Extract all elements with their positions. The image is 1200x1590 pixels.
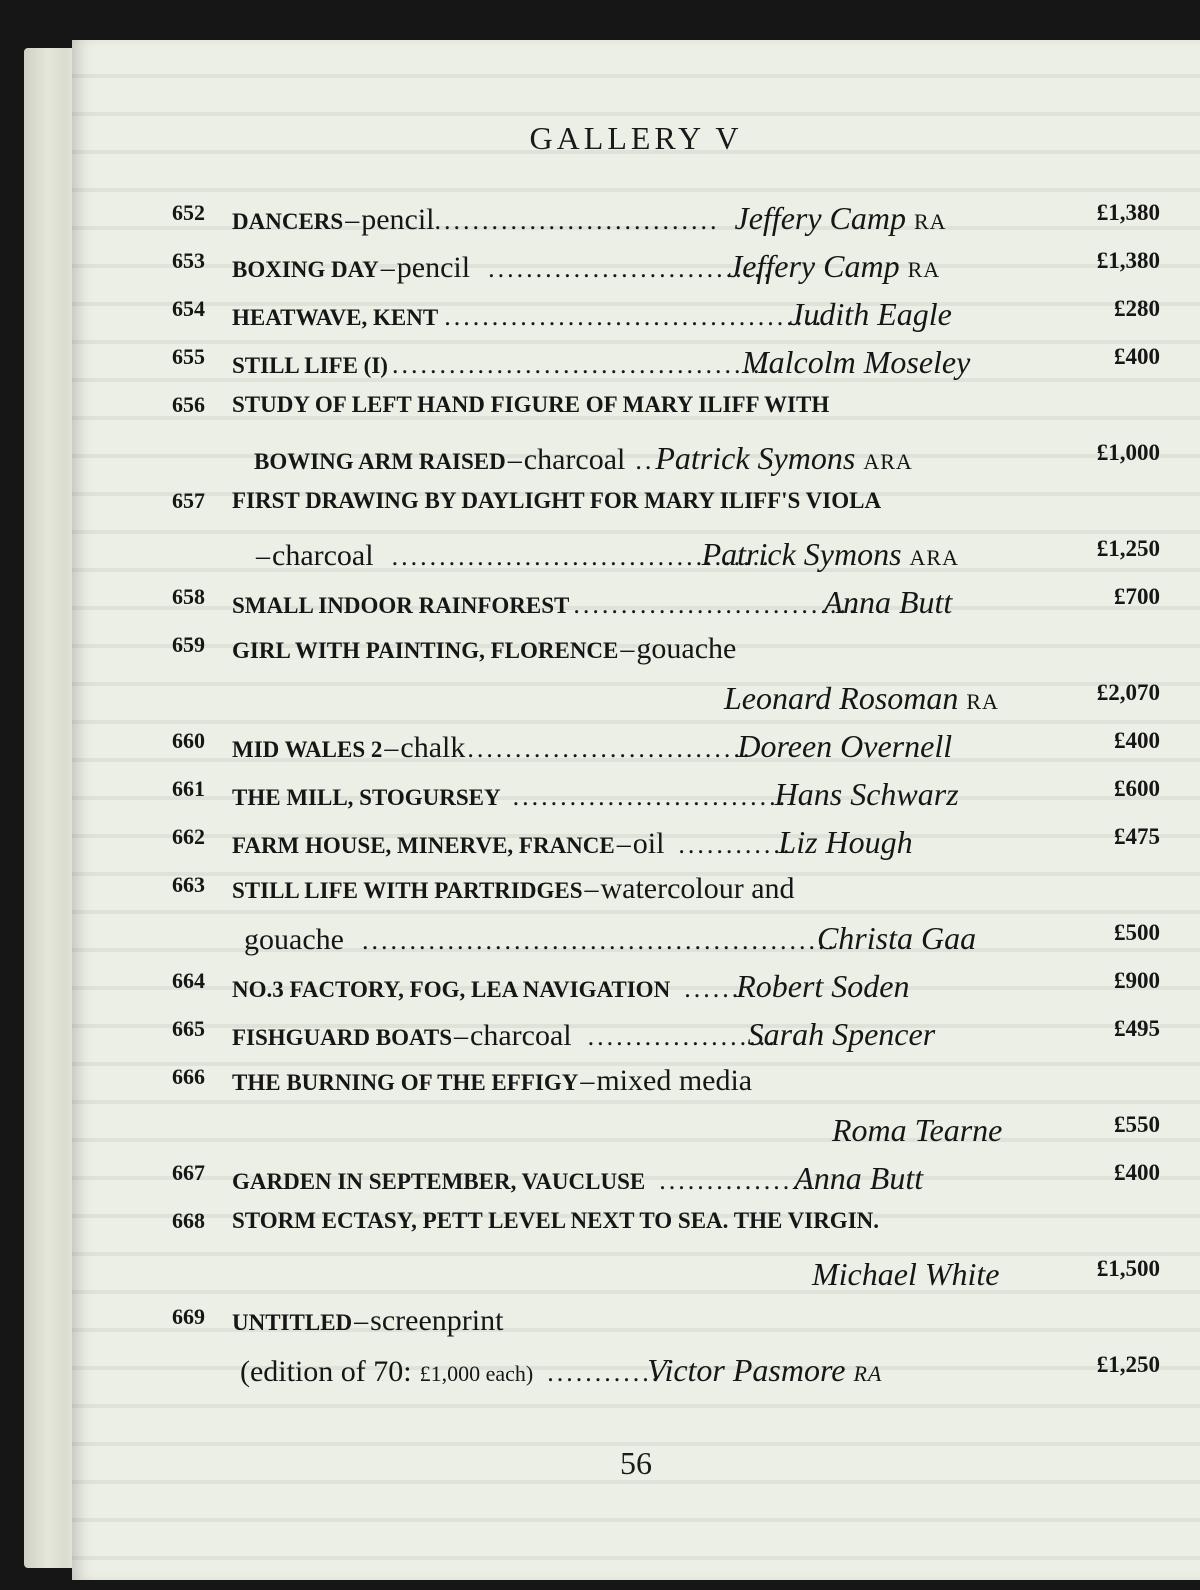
list-item bbox=[72, 344, 1200, 388]
leader-dots: .............................. bbox=[488, 254, 774, 283]
entry-number: 654 bbox=[172, 296, 205, 321]
entry-medium: charcoal bbox=[272, 539, 374, 572]
list-item-continuation bbox=[72, 440, 1200, 484]
list-item bbox=[72, 296, 1200, 340]
entry-title: STUDY OF LEFT HAND FIGURE OF MARY ILIFF WITH bbox=[232, 392, 830, 417]
entry-artist: Michael White bbox=[812, 1256, 1000, 1292]
leader-dots: ........................................ bbox=[391, 542, 772, 571]
list-item-continuation bbox=[72, 680, 1200, 724]
entry-text: STILL LIFE WITH PARTRIDGES – watercolour and bbox=[232, 872, 795, 905]
list-item-continuation bbox=[72, 920, 1200, 964]
entry-price: £900 bbox=[1114, 968, 1160, 993]
list-item-continuation bbox=[72, 1352, 1200, 1396]
entry-text bbox=[232, 488, 881, 514]
list-item bbox=[72, 1160, 1200, 1204]
entry-number: 653 bbox=[172, 248, 205, 273]
list-item bbox=[72, 392, 1200, 436]
entry-medium: chalk bbox=[400, 731, 466, 764]
entry-text bbox=[812, 1256, 999, 1293]
list-item bbox=[72, 200, 1200, 244]
entry-text: UNTITLED – screenprint bbox=[232, 1304, 504, 1337]
leader-dots: .. bbox=[635, 446, 655, 475]
entry-price: £550 bbox=[1114, 1112, 1160, 1137]
entry-artist: Malcolm Moseley bbox=[741, 344, 971, 380]
list-item bbox=[72, 824, 1200, 868]
entry-title: NO.3 FACTORY, FOG, LEA NAVIGATION bbox=[232, 977, 671, 1002]
leader-dots: ...... bbox=[684, 974, 742, 1003]
entry-medium: pencil bbox=[396, 251, 471, 284]
list-item bbox=[72, 488, 1200, 532]
entry-number: 660 bbox=[172, 728, 205, 753]
entry-price: £495 bbox=[1114, 1016, 1160, 1041]
entry-artist: Sarah Spencer bbox=[747, 1016, 936, 1052]
list-item bbox=[72, 872, 1200, 916]
entry-artist: Victor Pasmore bbox=[647, 1352, 846, 1388]
entry-text bbox=[232, 392, 829, 418]
entry-artist: Robert Soden bbox=[736, 968, 910, 1004]
entry-text: (edition of 70: £1,000 each) ............ Victor Pasmore RA bbox=[240, 1352, 883, 1388]
entry-number: 663 bbox=[172, 872, 205, 897]
entry-artist: Doreen Overnell bbox=[737, 728, 953, 764]
list-item-continuation bbox=[72, 1256, 1200, 1300]
entry-text: THE BURNING OF THE EFFIGY – mixed media bbox=[232, 1064, 753, 1097]
leader-dots: .............................. bbox=[512, 782, 798, 811]
entry-medium-cont: gouache bbox=[244, 923, 344, 956]
entry-text: FISHGUARD BOATS – charcoal .................... Sarah Spencer bbox=[232, 1016, 936, 1052]
entry-title: GIRL WITH PAINTING, FLORENCE bbox=[232, 638, 619, 663]
entry-number: 657 bbox=[172, 488, 205, 513]
entry-title: HEATWAVE, KENT bbox=[232, 305, 439, 330]
entry-medium: charcoal bbox=[523, 443, 626, 476]
entry-number: 664 bbox=[172, 968, 205, 993]
entry-title: SMALL INDOOR RAINFOREST bbox=[232, 593, 570, 618]
entry-title: GARDEN IN SEPTEMBER, VAUCLUSE bbox=[232, 1169, 646, 1194]
leader-dots: .................... bbox=[587, 1022, 778, 1051]
entry-title: FIRST DRAWING BY DAYLIGHT FOR MARY ILIFF'S VIOLA bbox=[232, 488, 882, 513]
entry-text: BOWING ARM RAISED – charcoal .. Patrick Symons ARA bbox=[254, 440, 913, 476]
list-item-continuation bbox=[72, 1112, 1200, 1156]
leader-dots: .............................. bbox=[573, 590, 859, 619]
entry-artist: Jeffery Camp bbox=[728, 248, 900, 284]
list-item bbox=[72, 728, 1200, 772]
entry-medium: charcoal bbox=[470, 1019, 572, 1052]
list-item bbox=[72, 968, 1200, 1012]
list-item bbox=[72, 248, 1200, 292]
edition-price: £1,000 each) bbox=[419, 1361, 534, 1386]
entry-number: 659 bbox=[172, 632, 205, 657]
entry-price: £700 bbox=[1114, 584, 1160, 609]
entry-title: THE BURNING OF THE EFFIGY bbox=[232, 1070, 579, 1095]
entry-price: £1,250 bbox=[1096, 536, 1160, 561]
leader-dots: ............ bbox=[678, 830, 793, 859]
entry-artist: Roma Tearne bbox=[832, 1112, 1003, 1148]
entry-medium: watercolour and bbox=[600, 872, 795, 905]
entry-title: UNTITLED bbox=[232, 1310, 353, 1335]
entry-artist: Liz Hough bbox=[778, 824, 913, 860]
entry-price: £1,500 bbox=[1096, 1256, 1160, 1281]
entry-text bbox=[832, 1112, 1002, 1149]
entry-text bbox=[232, 296, 952, 333]
entry-text bbox=[232, 344, 970, 381]
entry-text: FARM HOUSE, MINERVE, FRANCE – oil ............ Liz Hough bbox=[232, 824, 913, 860]
entry-price: £500 bbox=[1114, 920, 1160, 945]
entry-artist: Judith Eagle bbox=[789, 296, 952, 332]
entry-title: DANCERS bbox=[232, 209, 344, 234]
entry-price: £400 bbox=[1114, 728, 1160, 753]
entry-title: STILL LIFE WITH PARTRIDGES bbox=[232, 878, 583, 903]
entry-medium: screenprint bbox=[370, 1304, 504, 1337]
entry-number: 662 bbox=[172, 824, 205, 849]
entry-number: 665 bbox=[172, 1016, 205, 1041]
entry-title: BOXING DAY bbox=[232, 257, 379, 282]
entry-artist: Patrick Symons bbox=[701, 536, 902, 572]
entry-text: BOXING DAY – pencil .............................. Jeffery Camp RA bbox=[232, 248, 941, 284]
entry-artist: Anna Butt bbox=[794, 1160, 924, 1196]
entry-text bbox=[232, 968, 909, 1005]
edition-note: (edition of 70: bbox=[240, 1355, 412, 1388]
entry-text bbox=[244, 920, 976, 957]
entry-artist: Hans Schwarz bbox=[774, 776, 959, 812]
entry-price: £400 bbox=[1114, 344, 1160, 369]
entry-title-cont: BOWING ARM RAISED bbox=[254, 449, 506, 474]
entry-artist: Patrick Symons bbox=[655, 440, 856, 476]
list-item bbox=[72, 584, 1200, 628]
entry-title: STORM ECTASY, PETT LEVEL NEXT TO SEA. THE VIRGIN. bbox=[232, 1208, 880, 1233]
leader-dots: ........................................ bbox=[391, 350, 772, 379]
entry-price: £1,380 bbox=[1096, 200, 1160, 225]
gallery-heading: GALLERY V bbox=[529, 120, 743, 156]
list-item bbox=[72, 1064, 1200, 1108]
entry-medium: pencil bbox=[361, 203, 435, 236]
entry-text bbox=[232, 1160, 923, 1197]
entry-text: DANCERS – pencil .............................. Jeffery Camp RA bbox=[232, 200, 947, 236]
entry-text bbox=[232, 1208, 879, 1234]
entry-price: £1,000 bbox=[1096, 440, 1160, 465]
entry-number: 652 bbox=[172, 200, 205, 225]
leader-dots: ................ bbox=[659, 1166, 812, 1195]
entry-medium: gouache bbox=[636, 632, 737, 665]
leader-dots: .............................. bbox=[434, 206, 720, 235]
entry-number: 669 bbox=[172, 1304, 205, 1329]
leader-dots: .................................................. bbox=[361, 926, 837, 955]
page-number: 56 bbox=[620, 1445, 652, 1481]
entry-text bbox=[232, 584, 952, 621]
entry-title: THE MILL, STOGURSEY bbox=[232, 785, 501, 810]
entry-number: 667 bbox=[172, 1160, 205, 1185]
entry-number: 666 bbox=[172, 1064, 205, 1089]
entry-number: 661 bbox=[172, 776, 205, 801]
list-item bbox=[72, 632, 1200, 676]
entry-price: £1,250 bbox=[1096, 1352, 1160, 1377]
list-item bbox=[72, 1016, 1200, 1060]
entry-title: STILL LIFE (I) bbox=[232, 353, 388, 378]
entry-medium: oil bbox=[632, 827, 665, 860]
entry-text: – charcoal ........................................ Patrick Symons ARA bbox=[256, 536, 959, 572]
leader-dots: .............................. bbox=[467, 734, 753, 763]
entry-artist: Leonard Rosoman bbox=[724, 680, 959, 716]
entry-price: £280 bbox=[1114, 296, 1160, 321]
entry-title: MID WALES 2 bbox=[232, 737, 383, 762]
entry-medium: mixed media bbox=[596, 1064, 753, 1097]
entry-number: 656 bbox=[172, 392, 205, 417]
entry-price: £475 bbox=[1114, 824, 1160, 849]
entry-price: £400 bbox=[1114, 1160, 1160, 1185]
entry-text bbox=[232, 776, 959, 813]
entry-title: FISHGUARD BOATS bbox=[232, 1025, 453, 1050]
entry-price: £1,380 bbox=[1096, 248, 1160, 273]
entry-text: Leonard Rosoman RA bbox=[724, 680, 999, 716]
entry-artist: Jeffery Camp bbox=[734, 200, 906, 236]
entry-artist: Anna Butt bbox=[823, 584, 953, 620]
catalogue-page bbox=[72, 40, 1200, 1580]
list-item-continuation bbox=[72, 536, 1200, 580]
entry-title: FARM HOUSE, MINERVE, FRANCE bbox=[232, 833, 615, 858]
entry-text: MID WALES 2 – chalk .............................. Doreen Overnell bbox=[232, 728, 953, 764]
entry-number: 668 bbox=[172, 1208, 205, 1233]
list-item bbox=[72, 776, 1200, 820]
list-item bbox=[72, 1304, 1200, 1348]
entry-text: GIRL WITH PAINTING, FLORENCE – gouache bbox=[232, 632, 737, 665]
leader-dots: ........................................ bbox=[444, 302, 825, 331]
entry-number: 655 bbox=[172, 344, 205, 369]
entry-number: 658 bbox=[172, 584, 205, 609]
entry-price: £600 bbox=[1114, 776, 1160, 801]
entry-price: £2,070 bbox=[1096, 680, 1160, 705]
list-item bbox=[72, 1208, 1200, 1252]
entry-artist: Christa Gaa bbox=[816, 920, 977, 956]
leader-dots: ............ bbox=[547, 1358, 662, 1387]
